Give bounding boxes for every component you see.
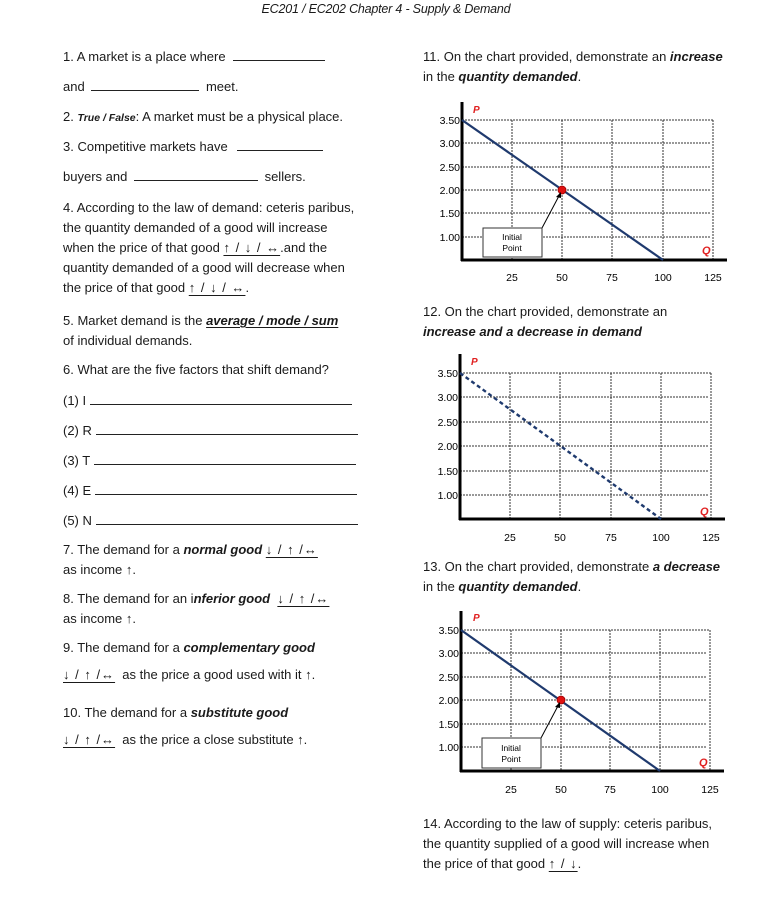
chart-q13[interactable] (420, 600, 740, 800)
svg-text:25: 25 (504, 532, 516, 544)
svg-text:50: 50 (554, 532, 566, 544)
svg-text:Initial: Initial (502, 232, 522, 242)
callout-arrow (541, 704, 559, 738)
svg-text:2.50: 2.50 (439, 162, 460, 174)
svg-text:P: P (473, 105, 480, 116)
initial-point-marker[interactable] (558, 186, 566, 194)
svg-text:2.50: 2.50 (437, 417, 458, 429)
callout-arrow (542, 194, 560, 228)
svg-text:100: 100 (652, 532, 670, 544)
svg-text:Q: Q (699, 757, 708, 769)
q2: 2. True / False: A market must be a physical place. (63, 109, 344, 124)
svg-text:3.00: 3.00 (438, 648, 459, 660)
q6-blank-1[interactable] (90, 392, 352, 405)
q7-choice[interactable]: ↓ / ↑ /↔ (265, 542, 318, 557)
q10-line1: 10. The demand for a substitute good (63, 705, 289, 720)
q12: 12. On the chart provided, demonstrate an increase and a decrease in demand (423, 304, 668, 339)
q6-blank-2[interactable] (96, 422, 358, 435)
svg-text:125: 125 (702, 532, 720, 544)
svg-text:Point: Point (501, 754, 521, 764)
svg-text:2.50: 2.50 (438, 672, 459, 684)
svg-text:2.00: 2.00 (438, 695, 459, 707)
q4-choice-1[interactable]: ↑ / ↓ / ↔ (223, 240, 281, 255)
svg-text:3.50: 3.50 (439, 115, 460, 127)
q14: 14. According to the law of supply: ceteris paribus, the quantity supplied of a good will increase when the price of that good ↑ / ↓. (423, 816, 713, 871)
q6-blank-5[interactable] (96, 512, 358, 525)
q1-line1: 1. A market is a place where (63, 47, 325, 67)
x-tick-labels (505, 784, 719, 796)
q14-choice[interactable]: ↑ / ↓ (548, 856, 578, 871)
grid (460, 373, 711, 519)
svg-text:P: P (471, 357, 478, 368)
svg-text:75: 75 (606, 272, 618, 284)
svg-text:Q: Q (702, 245, 711, 257)
q6-blank-3[interactable] (94, 452, 356, 465)
true-false-choice[interactable]: True / False (77, 112, 136, 124)
q3-blank-1[interactable] (237, 138, 323, 151)
q11: 11. On the chart provided, demonstrate an increase in the quantity demanded. (423, 49, 723, 84)
q3-line1: 3. Competitive markets have (63, 137, 323, 157)
chart-q12[interactable] (420, 350, 740, 550)
q9-choice[interactable]: ↓ / ↑ /↔ (63, 667, 116, 682)
y-tick-labels (440, 115, 461, 244)
svg-text:1.50: 1.50 (437, 466, 458, 478)
q1-line2: and meet. (63, 79, 239, 94)
svg-text:75: 75 (605, 532, 617, 544)
svg-text:3.00: 3.00 (439, 138, 460, 150)
svg-text:1.50: 1.50 (438, 719, 459, 731)
svg-text:25: 25 (505, 784, 517, 796)
q9-line1: 9. The demand for a complementary good (63, 640, 315, 655)
q10-choice[interactable]: ↓ / ↑ /↔ (63, 732, 116, 747)
svg-text:1.00: 1.00 (439, 232, 460, 244)
q13: 13. On the chart provided, demonstrate a decrease in the quantity demanded. (423, 559, 721, 594)
q6-prompt: 6. What are the five factors that shift demand? (63, 362, 329, 377)
q4-choice-2[interactable]: ↑ / ↓ / ↔ (188, 280, 246, 295)
svg-text:25: 25 (506, 272, 518, 284)
svg-text:50: 50 (555, 784, 567, 796)
x-tick-labels (504, 532, 720, 544)
svg-text:P: P (473, 613, 480, 624)
y-tick-labels (438, 368, 459, 502)
q8: 8. The demand for an inferior good ↓ / ↑ /↔ as income ↑. (63, 591, 330, 626)
svg-text:Q: Q (700, 506, 709, 518)
q1-blank-1[interactable] (233, 48, 325, 61)
svg-text:1.00: 1.00 (437, 490, 458, 502)
q4: 4. According to the law of demand: ceteris paribus, the quantity demanded of a good will increase when the price of that good ↑ / ↓ / ↔.and the quantity demanded of a good will decrease when the price of that good ↑ / ↓ / ↔. (63, 200, 355, 295)
svg-text:Point: Point (502, 243, 522, 253)
svg-text:50: 50 (556, 272, 568, 284)
q6-blank-4[interactable] (95, 482, 357, 495)
svg-text:75: 75 (604, 784, 616, 796)
q7: 7. The demand for a normal good ↓ / ↑ /↔ as income ↑. (63, 542, 318, 577)
q1-blank-2[interactable] (91, 78, 199, 91)
q8-choice[interactable]: ↓ / ↑ /↔ (277, 591, 330, 606)
q3-blank-2[interactable] (134, 168, 258, 181)
q5: 5. Market demand is the average / mode / sum of individual demands. (63, 313, 339, 348)
arrow-head-icon (555, 702, 560, 708)
svg-text:2.00: 2.00 (439, 185, 460, 197)
q5-choice[interactable]: average / mode / sum (206, 313, 339, 328)
q3-line2: buyers and sellers. (63, 169, 306, 184)
svg-text:3.50: 3.50 (437, 368, 458, 380)
arrow-head-icon (556, 192, 561, 198)
x-tick-labels (506, 272, 722, 284)
y-tick-labels (439, 625, 460, 754)
q9-line2: ↓ / ↑ /↔ as the price a good used with it ↑. (63, 667, 316, 682)
q6-item-5: (5) N (63, 511, 358, 531)
svg-text:100: 100 (651, 784, 669, 796)
svg-text:1.50: 1.50 (439, 208, 460, 220)
q10-line2: ↓ / ↑ /↔ as the price a close substitute ↑. (63, 732, 308, 747)
svg-text:1.00: 1.00 (438, 742, 459, 754)
q6-item-2: (2) R (63, 421, 358, 441)
q6-item-4: (4) E (63, 481, 357, 501)
q6-item-3: (3) T (63, 451, 356, 471)
page-title: EC201 / EC202 Chapter 4 - Supply & Demand (261, 2, 511, 16)
svg-text:2.00: 2.00 (437, 441, 458, 453)
svg-text:125: 125 (704, 272, 722, 284)
svg-text:3.00: 3.00 (437, 392, 458, 404)
chart-q11[interactable] (420, 95, 740, 295)
initial-point-marker[interactable] (557, 696, 565, 704)
svg-text:Initial: Initial (501, 743, 521, 753)
svg-text:125: 125 (701, 784, 719, 796)
svg-text:3.50: 3.50 (438, 625, 459, 637)
q6-item-1: (1) I (63, 391, 352, 411)
svg-text:100: 100 (654, 272, 672, 284)
